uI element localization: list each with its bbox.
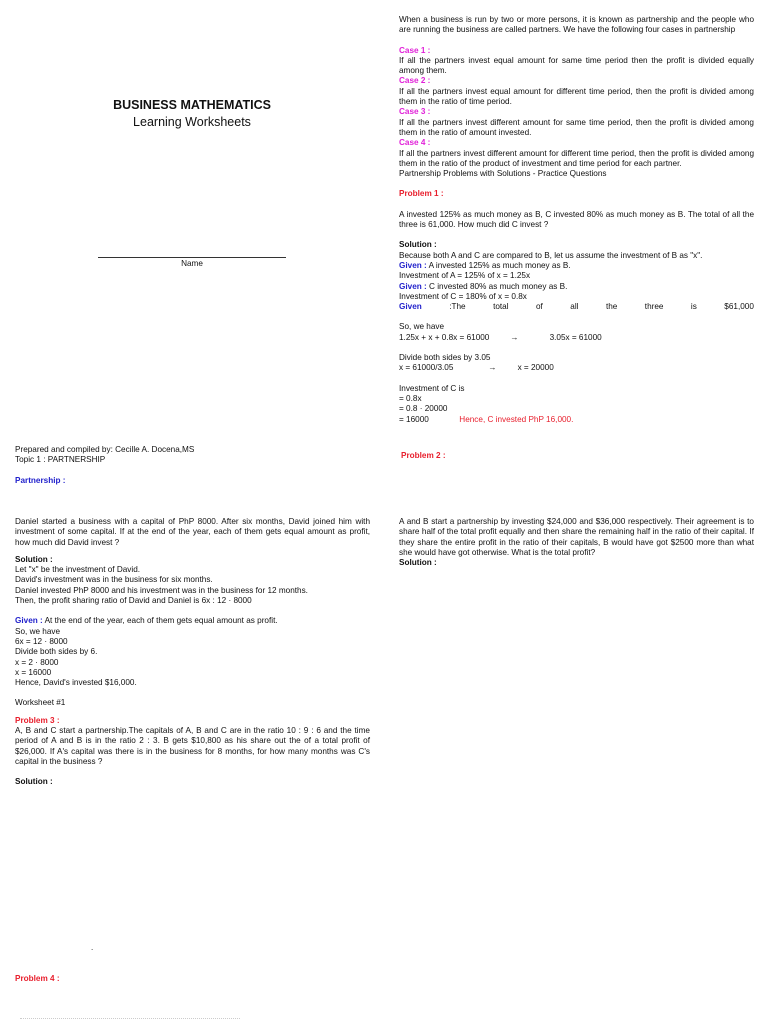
name-label: Name [181,259,203,268]
topic-line: Topic 1 : PARTNERSHIP [15,455,106,465]
answer-text: Hence, C invested PhP 16,000. [459,414,574,424]
work-line: So, we have [15,626,61,636]
arrow-icon: → [488,363,497,373]
given-label: Given : [399,260,427,270]
given-word: all [570,302,579,312]
problem1-text: A invested 125% as much money as B, C invested 80% as much money as B. The total of all the three is 61,000. How much did C invest ? [399,209,754,230]
arrow-icon: → [510,332,519,342]
equation-left: x = 61000/3.05 [399,363,454,373]
intro-text: When a business is run by two or more persons, it is known as partnership and the people who are running the business are called partners. We have the following four cases in partnership [399,15,754,35]
example-solution-label: Solution : [15,554,53,564]
worksheet-title: BUSINESS MATHEMATICS [113,98,271,112]
problem1-label: Problem 1 : [399,189,444,199]
given-text: C invested 80% as much money as B. [429,281,568,291]
case-text: If all the partners invest equal amount for different time period, then the profit is divided among them in the ratio of time period. [399,86,754,107]
work-line: Hence, David's invested $16,000. [15,678,137,688]
name-underline [98,257,286,258]
given-label: Given : [399,281,427,291]
investment-c: Investment of C = 180% of x = 0.8x [399,291,527,301]
given-word: three [644,302,664,312]
case-label: Case 1 : [399,45,431,55]
case-label: Case 2 : [399,76,431,86]
calc-line: = 0.8 · 20000 [399,404,448,414]
given-word: of [536,302,543,312]
worksheet-number: Worksheet #1 [15,698,66,708]
solution-intro: Because both A and C are compared to B, let us assume the investment of B as "x". [399,250,703,260]
intro-block [399,15,754,425]
work-line: x = 16000 [15,667,52,677]
problem3-solution-label: Solution : [15,777,53,787]
stray-dot: . [91,943,94,952]
equation-right: 3.05x = 61000 [549,332,602,342]
problem4-label: Problem 4 : [15,974,60,983]
work-line: x = 2 · 8000 [15,657,59,667]
equation-left: 1.25x + x + 0.8x = 61000 [399,332,490,342]
problem2-text: A and B start a partnership by investing $24,000 and $36,000 respectively. Their agreement is to share half of the total profit equally and then share the remaining half in the ratio of their capital. If they share the entire profit in the ratio of their capitals, B would have got $2500 more than what she would have got otherwise. What is the total profit? [399,517,754,557]
given-word: :The [449,302,466,312]
partnership-heading: Partnership : [15,476,66,485]
problem3-label: Problem 3 : [15,715,60,725]
solution-line: Let "x" be the investment of David. [15,565,141,575]
case-text: If all the partners invest different amount for different time period, then the profit is divided among them in the ratio of the product of investment and time period for each partner. [399,148,754,168]
given-text: A invested 125% as much money as B. [428,260,571,270]
prepared-by-block [15,445,370,466]
solution-line: Daniel invested PhP 8000 and his investment was in the business for 12 months. [15,585,308,595]
given-text: At the end of the year, each of them gets equal amount as profit. [44,616,278,626]
calc-line: = 16000 [399,414,429,424]
solution-line: Then, the profit sharing ratio of David and Daniel is 6x : 12 · 8000 [15,596,252,606]
given-word: $61,000 [724,302,754,312]
so-we-have: So, we have [399,322,445,332]
given-label: Given : [15,616,43,626]
problem2-block [399,517,754,568]
case-label: Case 3 : [399,107,431,117]
problem2-label: Problem 2 : [401,451,446,460]
case-text: If all the partners invest different amount for same time period, then the profit is divided among them in the ratio of amount invested. [399,117,754,137]
case-label: Case 4 : [399,138,431,148]
cases-list [399,46,754,180]
problem1-solution-label: Solution : [399,240,437,250]
given-word: is [690,302,697,312]
example-problem: Daniel started a business with a capital of PhP 8000. After six months, David joined him with investment of some capital. If at the end of the year, each of them gets equal amount as profit, how much did David invest ? [15,517,370,547]
given-word: total [493,302,509,312]
problem3-text: A, B and C start a partnership.The capitals of A, B and C are in the ratio 10 : 9 : 6 and the time period of A and B is in the ratio 2 : 3. B gets $10,800 as his share out the of a total profit of $26,000. If A's capital was there is in the business for 8 months, for how many months was C's capital in the business ? [15,726,370,766]
investment-a: Investment of A = 125% of x = 1.25x [399,271,531,281]
given-label: Given [399,302,422,312]
prepared-by: Prepared and compiled by: Cecille A. Docena,MS [15,445,195,454]
calc-line: = 0.8x [399,393,422,403]
given-word: the [605,302,618,312]
investment-c-is: Investment of C is [399,383,465,393]
problem2-solution-label: Solution : [399,558,437,568]
practice-heading: Partnership Problems with Solutions - Practice Questions [399,169,607,179]
solution-line: David's investment was in the business for six months. [15,575,213,585]
case-text: If all the partners invest equal amount for same time period then the profit is divided equally among them. [399,55,754,76]
worksheet-subtitle: Learning Worksheets [133,115,251,129]
work-line: 6x = 12 · 8000 [15,636,68,646]
given-total-row [399,302,754,312]
equation-right: x = 20000 [517,363,554,373]
faint-divider [20,1018,240,1019]
divide-step: Divide both sides by 3.05 [399,353,491,363]
work-line: Divide both sides by 6. [15,647,98,657]
example-block [15,517,370,788]
